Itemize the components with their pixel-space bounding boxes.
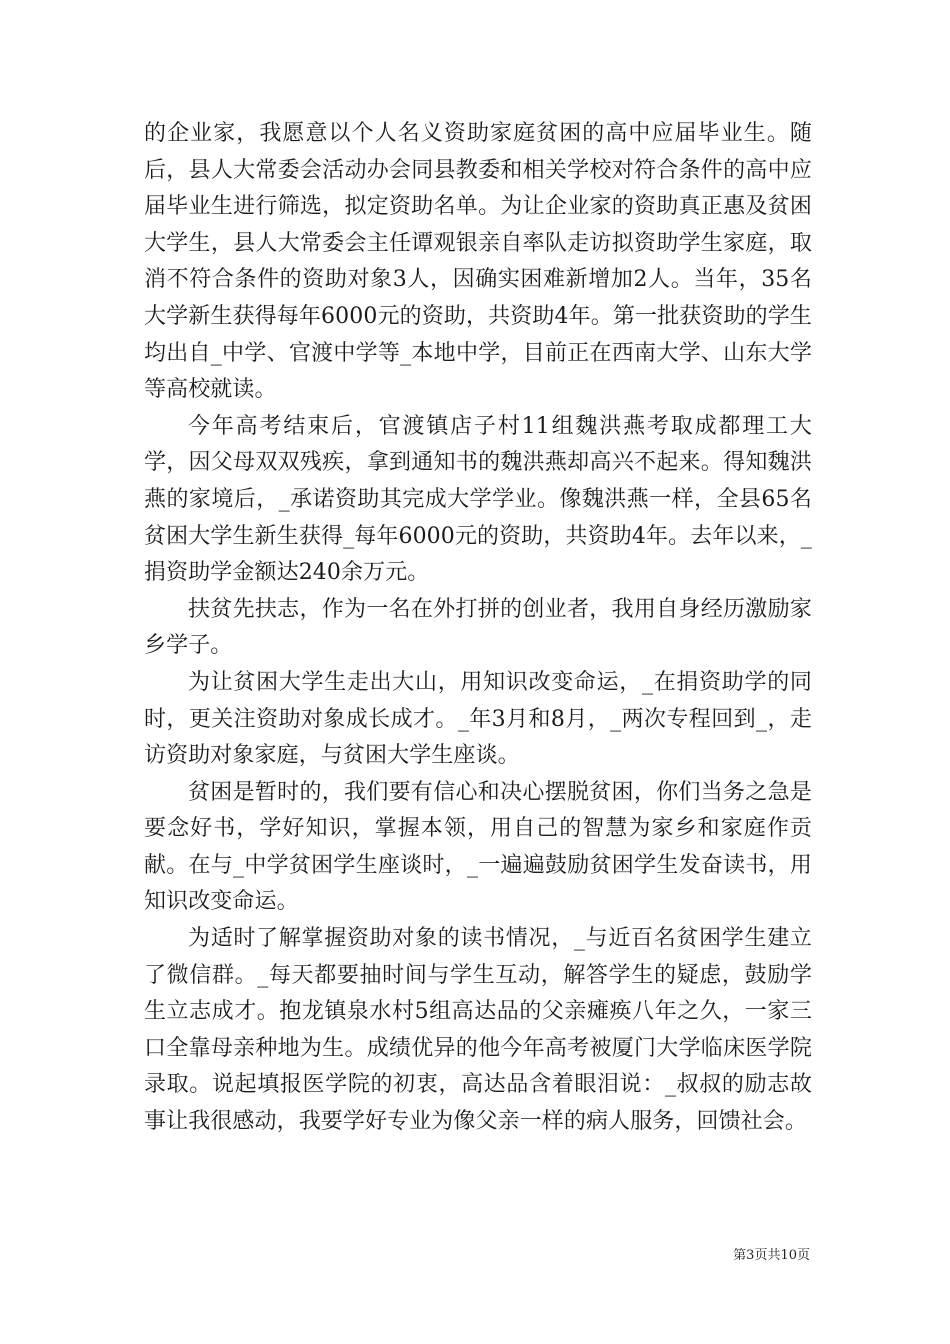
document-body bbox=[144, 116, 812, 1141]
paragraph-3: 扶贫先扶志，作为一名在外打拼的创业者，我用自身经历激励家乡学子。 bbox=[144, 596, 812, 659]
paragraph-5: 贫困是暂时的，我们要有信心和决心摆脱贫困，你们当务之急是要念好书，学好知识，掌握本领，用自己的智慧为家乡和家庭作贡献。在与_中学贫困学生座谈时，_一遍遍鼓励贫困学生发奋读书，用知识改变命运。 bbox=[144, 779, 812, 915]
paragraph-2: 今年高考结束后，官渡镇店子村11组魏洪燕考取成都理工大学，因父母双双残疾，拿到通知书的魏洪燕却高兴不起来。得知魏洪燕的家境后，_承诺资助其完成大学学业。像魏洪燕一样，全县65名贫困大学生新生获得_每年6000元的资助，共资助4年。去年以来，_捐资助学金额达240余万元。 bbox=[144, 413, 812, 586]
paragraph-4: 为让贫困大学生走出大山，用知识改变命运，_在捐资助学的同时，更关注资助对象成长成才。_年3月和8月，_两次专程回到_，走访资助对象家庭，与贫困大学生座谈。 bbox=[144, 669, 812, 769]
page-number-footer: 第3页共10页 bbox=[733, 1248, 810, 1263]
paragraph-1: 的企业家，我愿意以个人名义资助家庭贫困的高中应届毕业生。随后，县人大常委会活动办会同县教委和相关学校对符合条件的高中应届毕业生进行筛选，拟定资助名单。为让企业家的资助真正惠及贫困大学生，县人大常委会主任谭观银亲自率队走访拟资助学生家庭，取消不符合条件的资助对象3人，因确实困难新增加2人。当年，35名大学新生获得每年6000元的资助，共资助4年。第一批获资助的学生均出自_中学、官渡中学等_本地中学，目前正在西南大学、山东大学等高校就读。 bbox=[144, 121, 812, 403]
paragraph-6: 为适时了解掌握资助对象的读书情况，_与近百名贫困学生建立了微信群。_每天都要抽时间与学生互动，解答学生的疑虑，鼓励学生立志成才。抱龙镇泉水村5组高达品的父亲瘫痪八年之久，一家三口全靠母亲种地为生。成绩优异的他今年高考被厦门大学临床医学院录取。说起填报医学院的初衷，高达品含着眼泪说：_叔叔的励志故事让我很感动，我要学好专业为像父亲一样的病人服务，回馈社会。 bbox=[144, 926, 812, 1135]
